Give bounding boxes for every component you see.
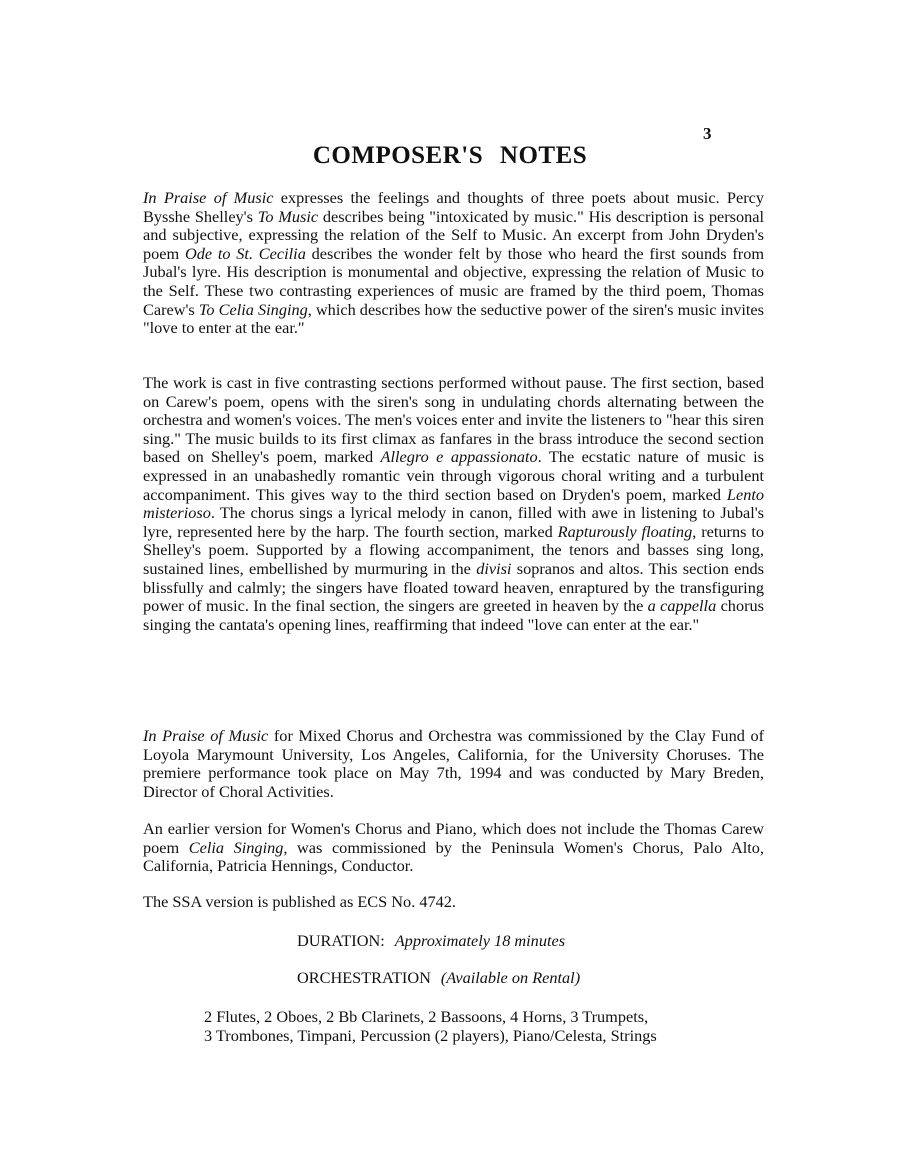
text-run: describes being "intoxicated by music." His description is personal and subjective, expressing the relation of the Self to Music. An excerpt from John Dryden's poem — [143, 206, 765, 263]
orchestration-line — [297, 968, 580, 988]
text-run: . The ecstatic nature of music is expressed in an unabashedly romantic vein through vigorous choral writing and a turbulent accompaniment. This gives way to the third section based on Dryden's poem, marked — [143, 447, 764, 504]
text-run: was commissioned by the Peninsula Women's Chorus, Palo Alto, California, Patricia Hennings, Conductor. — [143, 837, 764, 876]
page-number: 3 — [703, 124, 712, 143]
paragraph-ssa-version: The SSA version is published as ECS No. 4742. — [143, 892, 456, 911]
text-run: describes the wonder felt by those who heard the first sounds from Jubal's lyre. His description is monumental and objective, expressing the relation of Music to the Self. These two contrasting experiences of music are framed by the third poem, Thomas Carew's — [143, 243, 764, 319]
paragraph-intro — [143, 189, 764, 356]
tempo-marking: Lento misterioso — [143, 484, 764, 523]
text-run: expresses the feelings and thoughts of three poets about music. Percy Bysshe Shelley's — [143, 188, 765, 226]
musical-term: a cappella — [647, 596, 717, 616]
duration-line — [297, 931, 565, 951]
paragraph-earlier-version — [143, 820, 764, 894]
paragraph-commission — [143, 727, 764, 819]
text-run: , which describes how the seductive power of the siren's music invites "love to enter at the ear." — [143, 299, 764, 338]
poem-title: Celia Singing, — [188, 837, 288, 857]
page-title: COMPOSER'S NOTES — [312, 142, 588, 169]
work-title: In Praise of Music — [143, 726, 269, 745]
text-run: , returns to Shelley's poem. Supported by a flowing accompaniment, the tenors and basses sing long, sustained lines, embellished by murmuring in the — [143, 521, 765, 578]
musical-term: divisi — [476, 558, 512, 578]
text-run: An earlier version for Women's Chorus and Piano, which does not include the Thomas Carew poem — [143, 819, 764, 857]
text-run: The work is cast in five contrasting sections performed without pause. The first section, based on Carew's poem, opens with the siren's song in undulating chords alternating between the orchestra and women's voices. The men's voices enter and invite the listeners to "hear this siren sing." The music builds to its first climax as fanfares in the brass introduce the second section based on Shelley's poem, marked — [143, 373, 764, 467]
orchestration-note: (Available on Rental) — [440, 968, 581, 987]
duration-value: Approximately 18 minutes — [394, 931, 566, 950]
poem-title: Ode to St. Cecilia — [184, 243, 306, 263]
text-run: sopranos and altos. This section ends blissfully and calmly; the singers have floated toward heaven, enraptured by the transfiguring power of music. In the final section, the singers are greeted in heaven by the — [143, 558, 765, 616]
instrument-list — [204, 1007, 657, 1045]
orchestration-label: ORCHESTRATION — [297, 968, 431, 987]
poem-title: To Music — [257, 206, 319, 226]
text-run: . The chorus sings a lyrical melody in canon, filled with awe in listening to Jubal's lyre, represented here by the harp. The fourth section, marked — [143, 503, 764, 541]
paragraph-structure — [143, 374, 764, 652]
duration-label: DURATION: — [297, 931, 385, 950]
poem-title: To Celia Singing — [198, 299, 308, 319]
text-run: chorus singing the cantata's opening lines, reaffirming that indeed "love can enter at the ear." — [143, 596, 764, 634]
work-title: In Praise of Music — [143, 188, 274, 207]
tempo-marking: Rapturously floating — [557, 521, 693, 541]
instrument-line: 3 Trombones, Timpani, Percussion (2 players), Piano/Celesta, Strings — [204, 1026, 657, 1045]
text-run: for Mixed Chorus and Orchestra was commissioned by the Clay Fund of Loyola Marymount University, Los Angeles, California, for the University Choruses. The premiere performance took place on May 7th, 1994 and was conducted by Mary Breden, Director of Choral Activities. — [143, 726, 765, 801]
tempo-marking: Allegro e appassionato — [380, 447, 538, 467]
instrument-line: 2 Flutes, 2 Oboes, 2 Bb Clarinets, 2 Bassoons, 4 Horns, 3 Trumpets, — [204, 1007, 649, 1026]
